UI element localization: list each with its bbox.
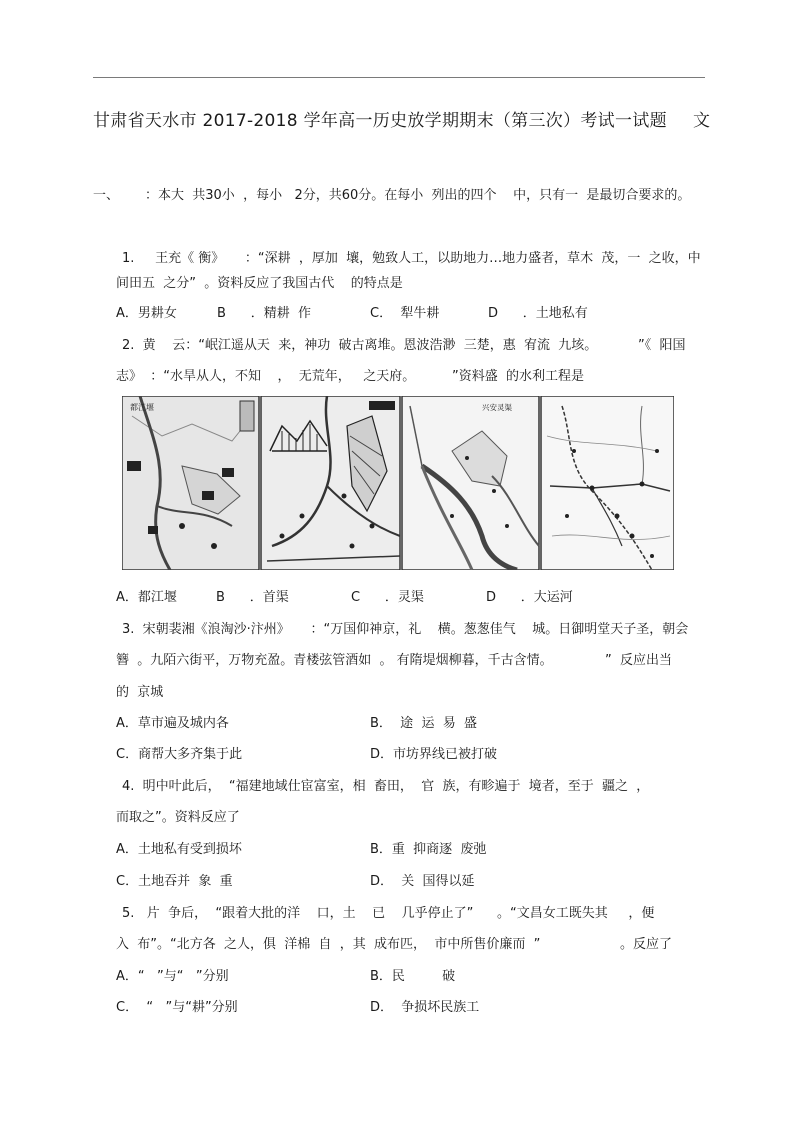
q5-stem-line1: 5. 片 争后， “跟着大批的洋 口，土 已 几乎停止了” — [122, 906, 474, 921]
q2-stem-line2: 志》 ：“水旱从人，不知 ， 无荒年， 之天府。 — [116, 369, 416, 384]
q1-option-a: A．男耕女 — [116, 306, 177, 321]
map-dujiangyan — [122, 396, 259, 570]
q1-stem-line2: 间田五 之分” 。资料反应了我国古代 的特点是 — [116, 276, 403, 291]
q2-option-c: C ．灵渠 — [351, 590, 424, 605]
header-rule — [93, 77, 705, 78]
q3-option-d: D．市坊界线已被打破 — [370, 747, 498, 762]
q5-option-c: C． “ ”与“耕”分别 — [116, 1000, 238, 1015]
q2-option-b: B ．首渠 — [216, 590, 289, 605]
q4-option-d: D． 关 国得以延 — [370, 874, 475, 889]
section-instructions: ：本大 共30小 ，每小 2分，共60分。在每小 列出的四个 中，只有一 是最切合要求的。 — [145, 188, 691, 203]
q4-option-c: C．土地吞并 象 重 — [116, 874, 233, 889]
q3-stem-line3: 的 京城 — [116, 685, 164, 700]
q1-option-d: D ．土地私有 — [488, 306, 588, 321]
q2-option-d: D ．大运河 — [486, 590, 573, 605]
map-label-lingqu: 兴安灵渠 — [482, 403, 512, 412]
q5-option-b: B．民 破 — [370, 969, 456, 984]
q2-option-a: A．都江堰 — [116, 590, 177, 605]
q4-stem-line1: 4. 明中叶此后， “福建地域仕宦富室，相 畜田， 官 族，有畛遍于 境者，至于 疆之 ， — [122, 779, 650, 794]
page-title-text: 甘肃省天水市 2017-2018 学年高一历史放学期期末（第三次）考试一试题 — [93, 111, 667, 131]
map-lingqu — [402, 396, 539, 570]
map-zhengguo-canal — [261, 396, 400, 570]
q1-stem-line1: 1. 王充《 衡》 ：“深耕 ，厚加 壤，勉致人工，以助地力…地力盛者，草木 茂，一 之收，中 — [122, 251, 701, 266]
map-label-dujiangyan: 都江堰 — [130, 403, 154, 412]
q4-stem-line2: 而取之”。资料反应了 — [116, 810, 240, 825]
q5-stem-line2: 入 布”。“北方各 之人，俱 洋棉 自 ，其 成布匹， 市中所售价廉而 ” — [116, 937, 541, 952]
q4-option-a: A．土地私有受到损坏 — [116, 842, 242, 857]
q4-option-b: B．重 抑商逐 废弛 — [370, 842, 487, 857]
q3-option-b: B． 途 运 易 盛 — [370, 716, 477, 731]
q1-option-c: C． 犁牛耕 — [370, 306, 440, 321]
q3-option-c: C．商帮大多齐集于此 — [116, 747, 243, 762]
q2-stem-line1-end: ”《 阳国 — [638, 338, 686, 353]
q2-stem-line2-end: ”资料盛 的水利工程是 — [452, 369, 584, 384]
q3-stem-line2-end: ” 反应出当 — [605, 653, 672, 668]
q5-option-a: A．“ ”与“ ”分别 — [116, 969, 229, 984]
q3-stem-line2: 簪 。九陌六街平，万物充盈。青楼弦管酒如 。 有隋堤烟柳暮，千古含情。 — [116, 653, 553, 668]
q2-stem-line1: 2. 黄 云：“岷江遥从天 来，神功 破古离堆。恩波浩渺 三楚，惠 宥流 九垓。 — [122, 338, 598, 353]
q3-option-a: A．草市遍及城内各 — [116, 716, 229, 731]
q5-stem-line2-end: 。反应了 — [620, 937, 673, 952]
page-title-suffix: 文 — [693, 111, 711, 131]
q1-option-b: B ．精耕 作 — [217, 306, 311, 321]
q5-option-d: D． 争损坏民族工 — [370, 1000, 480, 1015]
q3-stem-line1: 3. 宋朝裴湘《浪淘沙·汴州》 ：“万国仰神京，礼 横。葱葱佳气 城。日御明堂天子圣，朝会 — [122, 622, 689, 637]
page-title — [93, 106, 713, 131]
section-number: 一、 — [93, 188, 120, 203]
q5-stem-line1-end: 。“文昌女工既失其 ，便 — [497, 906, 655, 921]
map-grand-canal — [541, 396, 674, 570]
map-figure-group — [122, 396, 674, 570]
